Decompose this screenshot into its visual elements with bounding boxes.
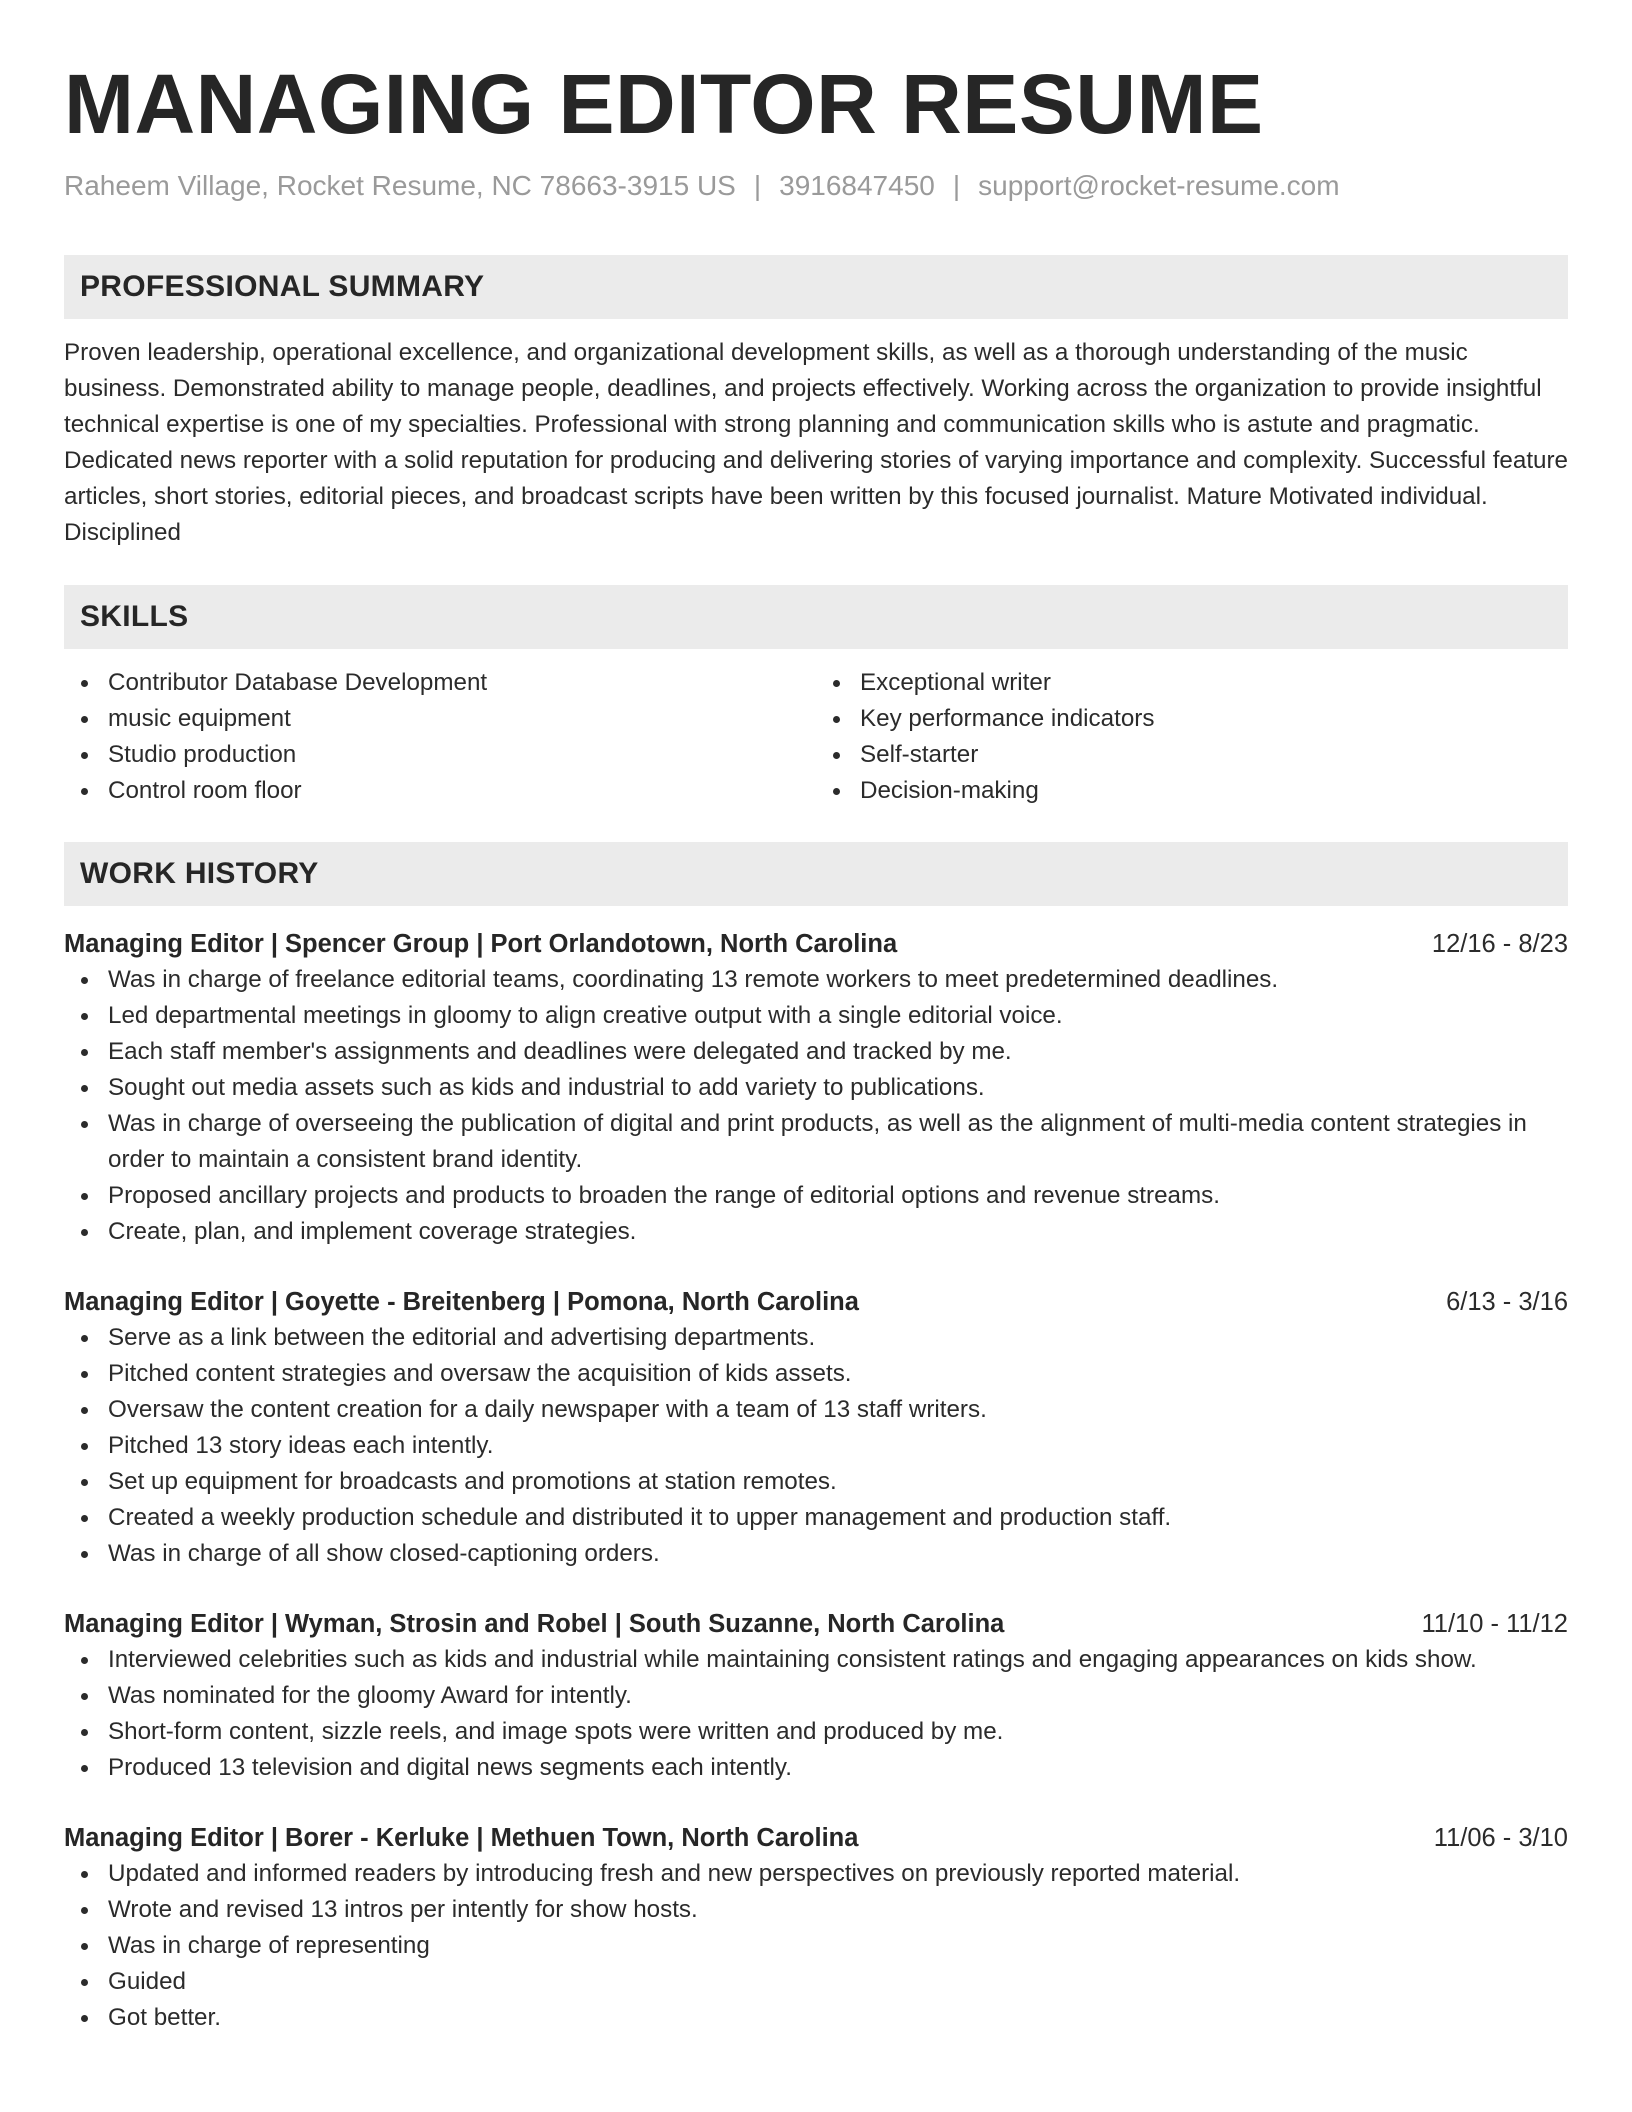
skill-item: Decision-making: [816, 773, 1568, 809]
job-duty: Produced 13 television and digital news segments each intently.: [64, 1750, 1568, 1786]
job-duty: Was in charge of freelance editorial teams, coordinating 13 remote workers to meet predetermined deadlines.: [64, 962, 1568, 998]
resume-title: MANAGING EDITOR RESUME: [64, 57, 1264, 151]
job-duty: Got better.: [64, 2000, 1568, 2036]
job-duty: Short-form content, sizzle reels, and image spots were written and produced by me.: [64, 1714, 1568, 1750]
job-duties: [64, 1856, 1568, 2036]
job-header: [64, 1820, 1568, 1856]
contact-email: support@rocket-resume.com: [978, 170, 1340, 201]
job-duty: Oversaw the content creation for a daily newspaper with a team of 13 staff writers.: [64, 1392, 1568, 1428]
job-duty: Led departmental meetings in gloomy to align creative output with a single editorial voice.: [64, 998, 1568, 1034]
job-duty: Guided: [64, 1964, 1568, 2000]
job-duty: Was in charge of representing: [64, 1928, 1568, 1964]
job-duty: Updated and informed readers by introducing fresh and new perspectives on previously reported material.: [64, 1856, 1568, 1892]
job-header: [64, 926, 1568, 962]
contact-phone: 3916847450: [779, 170, 935, 201]
job-duty: Proposed ancillary projects and products to broaden the range of editorial options and revenue streams.: [64, 1178, 1568, 1214]
job-duties: [64, 1642, 1568, 1786]
contact-separator: |: [952, 170, 961, 201]
skill-item: Studio production: [64, 737, 816, 773]
job-dates: 11/06 - 3/10: [1433, 1824, 1568, 1852]
summary-text: Proven leadership, operational excellence, and organizational development skills, as well as a thorough understanding of the music business. Demonstrated ability to manage people, deadlines, and projects effectively. Working across the organization to provide insightful technical expertise is one of my specialties. Professional with strong planning and communication skills who is astute and pragmatic. Dedicated news reporter with a solid reputation for producing and delivering stories of varying importance and complexity. Successful feature articles, short stories, editorial pieces, and broadcast scripts have been written by this focused journalist. Mature Motivated individual. Disciplined: [64, 339, 1568, 546]
skill-item: Exceptional writer: [816, 665, 1568, 701]
skills-grid: [64, 665, 1568, 809]
job-duty: Created a weekly production schedule and distributed it to upper management and production staff.: [64, 1500, 1568, 1536]
job-duties: [64, 1320, 1568, 1572]
job-duty: Was in charge of all show closed-captioning orders.: [64, 1536, 1568, 1572]
skill-item: Contributor Database Development: [64, 665, 816, 701]
job-entry: [64, 1284, 1568, 1572]
skill-item: Control room floor: [64, 773, 816, 809]
contact-separator: |: [753, 170, 762, 201]
skills-section-header: SKILLS: [64, 585, 1568, 649]
contact-address: Raheem Village, Rocket Resume, NC 78663-3915 US: [64, 170, 736, 201]
job-dates: 6/13 - 3/16: [1446, 1288, 1568, 1316]
job-duty: Serve as a link between the editorial and advertising departments.: [64, 1320, 1568, 1356]
summary-section-header: PROFESSIONAL SUMMARY: [64, 255, 1568, 319]
skills-column-left: [64, 665, 816, 809]
job-duty: Pitched content strategies and oversaw the acquisition of kids assets.: [64, 1356, 1568, 1392]
job-header: [64, 1284, 1568, 1320]
job-duty: Each staff member's assignments and deadlines were delegated and tracked by me.: [64, 1034, 1568, 1070]
job-duties: [64, 962, 1568, 1250]
skills-column-right: [816, 665, 1568, 809]
job-title: Managing Editor | Wyman, Strosin and Robel | South Suzanne, North Carolina: [64, 1610, 1005, 1638]
contact-line: [64, 168, 1568, 204]
skill-item: music equipment: [64, 701, 816, 737]
job-title: Managing Editor | Spencer Group | Port Orlandotown, North Carolina: [64, 930, 898, 958]
job-dates: 11/10 - 11/12: [1421, 1610, 1568, 1638]
job-duty: Sought out media assets such as kids and industrial to add variety to publications.: [64, 1070, 1568, 1106]
job-duty: Interviewed celebrities such as kids and industrial while maintaining consistent ratings and engaging appearances on kids show.: [64, 1642, 1568, 1678]
job-dates: 12/16 - 8/23: [1431, 930, 1568, 958]
job-entry: [64, 1820, 1568, 2036]
job-duty: Pitched 13 story ideas each intently.: [64, 1428, 1568, 1464]
job-entry: [64, 1606, 1568, 1786]
job-title: Managing Editor | Borer - Kerluke | Methuen Town, North Carolina: [64, 1824, 859, 1852]
skill-item: Self-starter: [816, 737, 1568, 773]
job-duty: Was in charge of overseeing the publication of digital and print products, as well as the alignment of multi-media content strategies in order to maintain a consistent brand identity.: [64, 1106, 1568, 1178]
work-history-section-header: WORK HISTORY: [64, 842, 1568, 906]
job-entry: [64, 926, 1568, 1250]
job-duty: Was nominated for the gloomy Award for intently.: [64, 1678, 1568, 1714]
job-duty: Wrote and revised 13 intros per intently for show hosts.: [64, 1892, 1568, 1928]
job-duty: Create, plan, and implement coverage strategies.: [64, 1214, 1568, 1250]
skill-item: Key performance indicators: [816, 701, 1568, 737]
job-title: Managing Editor | Goyette - Breitenberg | Pomona, North Carolina: [64, 1288, 859, 1316]
job-header: [64, 1606, 1568, 1642]
job-duty: Set up equipment for broadcasts and promotions at station remotes.: [64, 1464, 1568, 1500]
